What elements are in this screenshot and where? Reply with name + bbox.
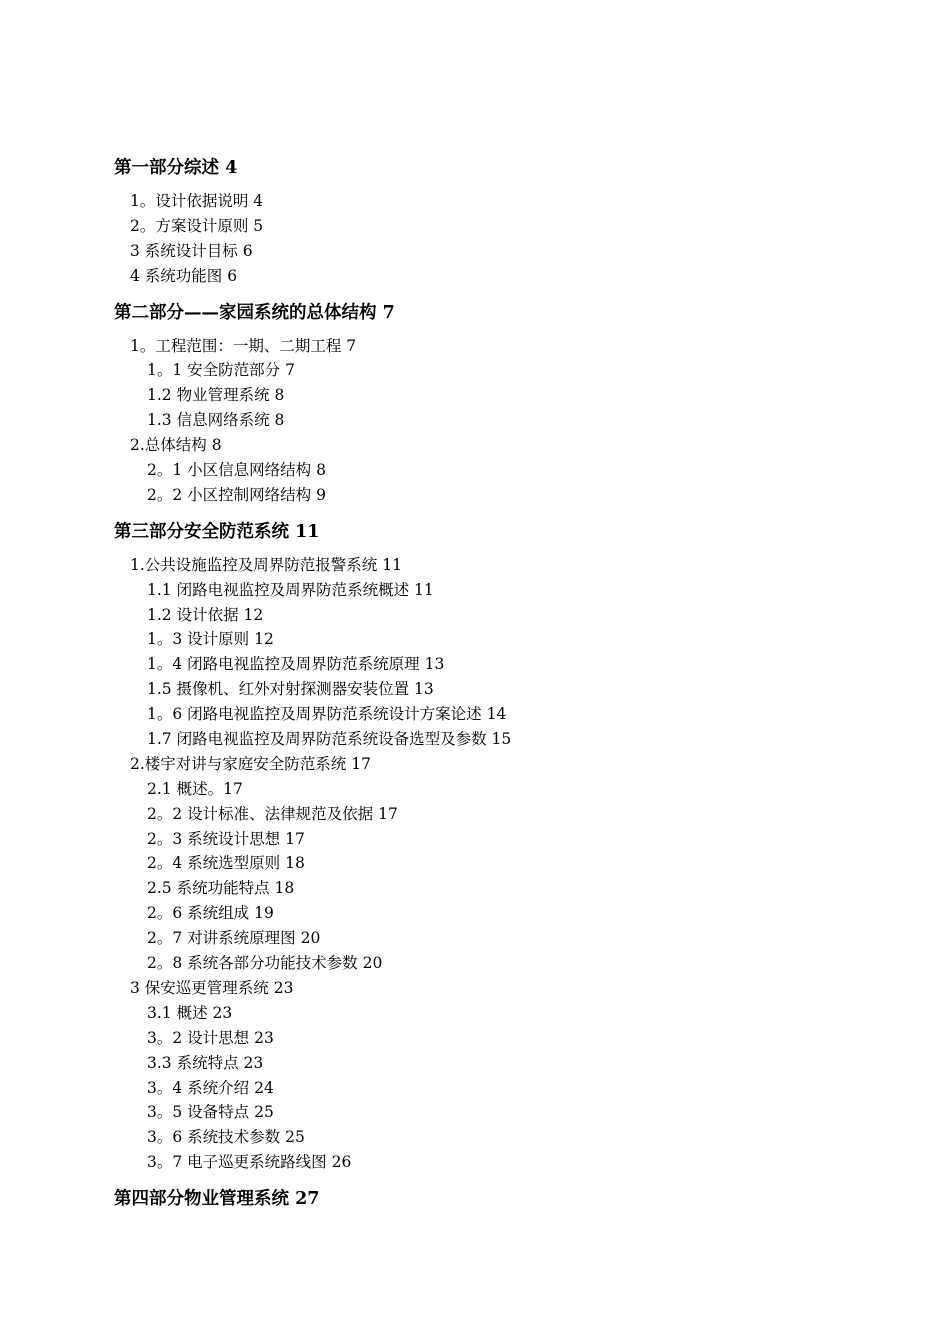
toc-subsection-entry[interactable]: 3.1 概述 23 xyxy=(147,1003,233,1022)
toc-section-entry[interactable]: 3 保安巡更管理系统 23 xyxy=(130,978,294,997)
toc-entry-list xyxy=(114,189,874,289)
toc-section xyxy=(114,156,874,289)
toc-entry-list xyxy=(114,334,874,508)
toc-subsection-entry[interactable]: 3。4 系统介绍 24 xyxy=(147,1078,274,1097)
toc-subsection-entry[interactable]: 2。2 设计标准、法律规范及依据 17 xyxy=(147,804,398,823)
toc-subsection-entry[interactable]: 1.5 摄像机、红外对射探测器安装位置 13 xyxy=(147,680,434,699)
toc-subsection-entry[interactable]: 2.1 概述。17 xyxy=(147,779,243,798)
toc-subsection-entry[interactable]: 2。3 系统设计思想 17 xyxy=(147,829,305,848)
toc-subsection-entry[interactable]: 2。8 系统各部分功能技术参数 20 xyxy=(147,954,383,973)
toc-section-entry[interactable]: 2.楼宇对讲与家庭安全防范系统 17 xyxy=(130,754,371,773)
toc-subsection-entry[interactable]: 1。6 闭路电视监控及周界防范系统设计方案论述 14 xyxy=(147,705,507,724)
toc-part-heading[interactable]: 第一部分综述 4 xyxy=(114,158,238,178)
toc-entry-list xyxy=(114,553,874,1175)
toc-subsection-entry[interactable]: 1.2 物业管理系统 8 xyxy=(147,386,285,405)
toc-section-entry[interactable]: 1。设计依据说明 4 xyxy=(130,192,264,210)
toc-subsection-entry[interactable]: 3。2 设计思想 23 xyxy=(147,1028,274,1047)
toc-subsection-entry[interactable]: 1。3 设计原则 12 xyxy=(147,630,274,649)
toc-subsection-entry[interactable]: 1。1 安全防范部分 7 xyxy=(147,361,295,380)
toc-part-heading[interactable]: 第三部分安全防范系统 11 xyxy=(114,521,320,542)
toc-subsection-entry[interactable]: 1.7 闭路电视监控及周界防范系统设备选型及参数 15 xyxy=(147,730,512,749)
toc-section-entry[interactable]: 2。方案设计原则 5 xyxy=(130,216,264,235)
toc-section-entry[interactable]: 4 系统功能图 6 xyxy=(130,266,238,285)
toc-subsection-entry[interactable]: 1。4 闭路电视监控及周界防范系统原理 13 xyxy=(147,655,445,674)
toc-section xyxy=(114,301,874,508)
toc-section-entry[interactable]: 1.公共设施监控及周界防范报警系统 11 xyxy=(130,555,402,574)
toc-section-entry[interactable]: 2.总体结构 8 xyxy=(130,436,222,455)
toc-part-heading[interactable]: 第二部分——家园系统的总体结构 7 xyxy=(114,302,395,323)
toc-subsection-entry[interactable]: 2.5 系统功能特点 18 xyxy=(147,879,295,898)
toc-subsection-entry[interactable]: 2。1 小区信息网络结构 8 xyxy=(147,461,326,480)
toc-section-entry[interactable]: 1。工程范围：一期、二期工程 7 xyxy=(130,336,357,355)
toc-subsection-entry[interactable]: 3。6 系统技术参数 25 xyxy=(147,1128,305,1147)
toc-subsection-entry[interactable]: 3。5 设备特点 25 xyxy=(147,1103,274,1122)
toc-subsection-entry[interactable]: 1.2 设计依据 12 xyxy=(147,605,264,624)
toc-subsection-entry[interactable]: 2。2 小区控制网络结构 9 xyxy=(147,485,326,504)
toc-section xyxy=(114,1187,874,1211)
table-of-contents xyxy=(114,156,874,1211)
toc-subsection-entry[interactable]: 2。4 系统选型原则 18 xyxy=(147,854,305,873)
toc-part-heading[interactable]: 第四部分物业管理系统 27 xyxy=(114,1189,320,1210)
toc-section xyxy=(114,520,874,1175)
toc-section-entry[interactable]: 3 系统设计目标 6 xyxy=(130,241,253,260)
toc-subsection-entry[interactable]: 3.3 系统特点 23 xyxy=(147,1053,264,1072)
toc-subsection-entry[interactable]: 1.3 信息网络系统 8 xyxy=(147,411,285,430)
toc-subsection-entry[interactable]: 2。7 对讲系统原理图 20 xyxy=(147,929,321,948)
toc-subsection-entry[interactable]: 3。7 电子巡更系统路线图 26 xyxy=(147,1153,352,1172)
toc-subsection-entry[interactable]: 2。6 系统组成 19 xyxy=(147,904,274,923)
toc-subsection-entry[interactable]: 1.1 闭路电视监控及周界防范系统概述 11 xyxy=(147,580,434,599)
